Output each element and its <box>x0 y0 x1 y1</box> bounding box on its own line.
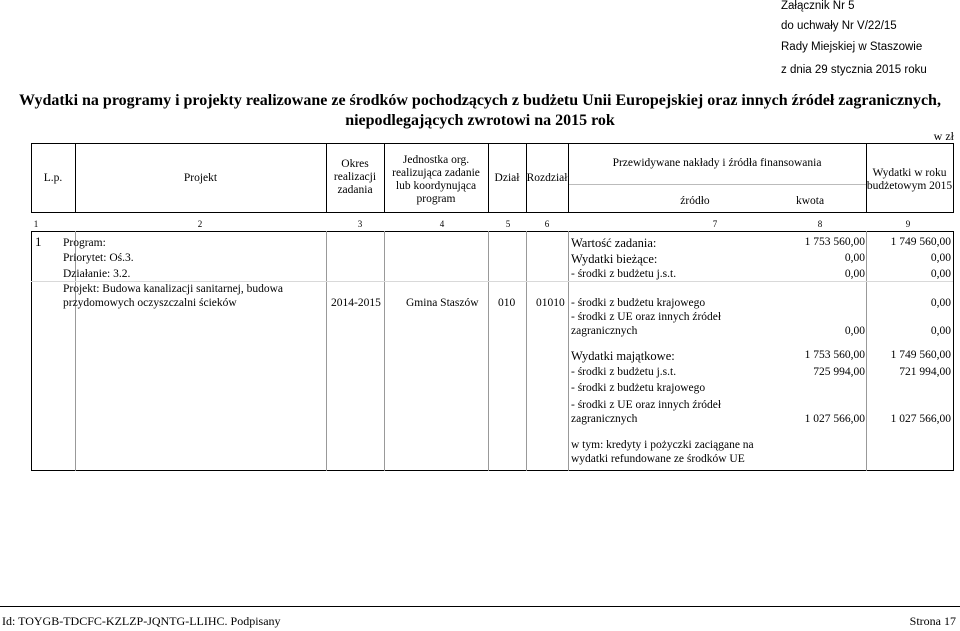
source-kwota: 1 027 566,00 <box>804 413 865 425</box>
header-jednostka-line: program <box>416 193 456 205</box>
header-top-border <box>31 143 953 144</box>
body-divider-naklady <box>866 231 867 471</box>
source-label-line-1: w tym: kredyty i pożyczki zaciągane na <box>571 439 754 451</box>
source-kwota: 1 753 560,00 <box>804 236 865 248</box>
project-row-separator <box>31 281 953 282</box>
header-zrodlo: źródło <box>680 195 710 207</box>
source-wydatki: 1 749 560,00 <box>890 236 951 248</box>
body-border-left <box>31 231 32 471</box>
annex-line-1: Załącznik Nr 5 <box>781 0 855 12</box>
source-wydatki: 721 994,00 <box>899 366 951 378</box>
naklady-divider <box>568 184 866 185</box>
source-label-line-2: zagranicznych <box>571 413 638 425</box>
footer-page-number: Strona 17 <box>909 614 956 628</box>
header-wydatki <box>866 167 953 193</box>
header-wydatki-line: Wydatki w roku <box>872 167 947 179</box>
row-dzial: 010 <box>498 297 516 309</box>
row-priorytet: Priorytet: Oś.3. <box>63 252 134 264</box>
header-bottom-border <box>31 212 953 213</box>
row-lp: 1 <box>35 234 42 249</box>
header-wydatki-line: budżetowym 2015 <box>866 180 953 192</box>
source-label: - środki z budżetu j.s.t. <box>571 268 677 280</box>
header-okres-line: zadania <box>337 184 373 196</box>
source-label-line-1: - środki z UE oraz innych źródeł <box>571 399 722 411</box>
header-jednostka-line: realizująca zadanie <box>392 167 480 179</box>
column-number: 7 <box>712 219 718 229</box>
source-wydatki: 1 749 560,00 <box>890 349 951 361</box>
source-wydatki: 1 027 566,00 <box>890 413 951 425</box>
source-label: - środki z budżetu j.s.t. <box>571 366 677 378</box>
source-label: Wydatki bieżące: <box>571 252 658 266</box>
header-jednostka-line: Jednostka org. <box>402 154 470 166</box>
row-program: Program: <box>63 237 106 249</box>
body-border-right <box>953 231 954 471</box>
header-naklady: Przewidywane nakłady i źródła finansowania <box>612 157 822 169</box>
row-jednostka: Gmina Staszów <box>406 297 479 309</box>
header-dzial: Dział <box>494 172 520 184</box>
header-projekt: Projekt <box>183 172 218 184</box>
header-lp: L.p. <box>43 172 63 184</box>
body-divider-projekt <box>326 231 327 471</box>
source-kwota: 0,00 <box>844 325 865 337</box>
row-dzialanie: Działanie: 3.2. <box>63 268 131 280</box>
annex-line-2: do uchwały Nr V/22/15 <box>781 20 897 32</box>
row-rozdzial: 01010 <box>536 297 565 309</box>
source-label: Wydatki majątkowe: <box>571 349 675 363</box>
header-border-right <box>953 143 954 213</box>
header-okres <box>326 158 384 197</box>
annex-line-3: Rady Miejskiej w Staszowie <box>781 41 923 53</box>
row-okres: 2014-2015 <box>331 297 381 309</box>
source-label-line-1: - środki z UE oraz innych źródeł <box>571 311 722 323</box>
header-okres-line: Okres <box>341 158 369 170</box>
source-kwota: 0,00 <box>844 268 865 280</box>
source-label-line-2: zagranicznych <box>571 325 638 337</box>
body-divider-jednostka <box>488 231 489 471</box>
column-number: 3 <box>357 219 363 229</box>
row-projekt-line-2: przydomowych oczyszczalni ścieków <box>63 297 237 309</box>
annex-line-4: z dnia 29 stycznia 2015 roku <box>781 64 927 76</box>
body-divider-lp <box>75 231 76 471</box>
header-kwota: kwota <box>795 195 825 207</box>
body-divider-dzial <box>526 231 527 471</box>
source-label: - środki z budżetu krajowego <box>571 297 706 309</box>
footer-rule <box>0 606 960 607</box>
source-wydatki: 0,00 <box>930 325 951 337</box>
document-title-line-2: niepodlegających zwrotowi na 2015 rok <box>345 112 615 129</box>
header-divider-rozdzial <box>568 143 569 213</box>
column-number: 5 <box>505 219 511 229</box>
body-top-border <box>31 231 953 232</box>
body-divider-okres <box>384 231 385 471</box>
source-wydatki: 0,00 <box>930 297 951 309</box>
row-projekt-line-1: Projekt: Budowa kanalizacji sanitarnej, budowa <box>63 283 284 295</box>
column-number: 4 <box>439 219 445 229</box>
body-bottom-border <box>31 470 953 471</box>
source-label: - środki z budżetu krajowego <box>571 382 706 394</box>
source-wydatki: 0,00 <box>930 268 951 280</box>
header-rozdzial: Rozdział <box>526 172 568 184</box>
header-okres-line: realizacji <box>333 171 377 183</box>
document-title-line-1: Wydatki na programy i projekty realizowane ze środków pochodzących z budżetu Unii Europejskiej oraz innych źródeł zagranicznych, <box>19 92 941 109</box>
source-wydatki: 0,00 <box>930 252 951 264</box>
column-number: 9 <box>905 219 911 229</box>
source-label-line-2: wydatki refundowane ze środków UE <box>571 453 745 465</box>
source-kwota: 0,00 <box>844 252 865 264</box>
body-divider-rozdzial <box>568 231 569 471</box>
column-number: 1 <box>33 219 39 229</box>
header-jednostka-line: lub koordynująca <box>395 180 477 192</box>
unit-label: w zł <box>933 129 954 143</box>
footer-document-id: Id: TOYGB-TDCFC-KZLZP-JQNTG-LLIHC. Podpisany <box>2 614 281 628</box>
source-kwota: 1 753 560,00 <box>804 349 865 361</box>
header-jednostka <box>384 154 488 206</box>
source-label: Wartość zadania: <box>571 236 657 250</box>
column-number: 2 <box>197 219 203 229</box>
source-kwota: 725 994,00 <box>813 366 865 378</box>
column-number: 6 <box>544 219 550 229</box>
column-number: 8 <box>817 219 823 229</box>
